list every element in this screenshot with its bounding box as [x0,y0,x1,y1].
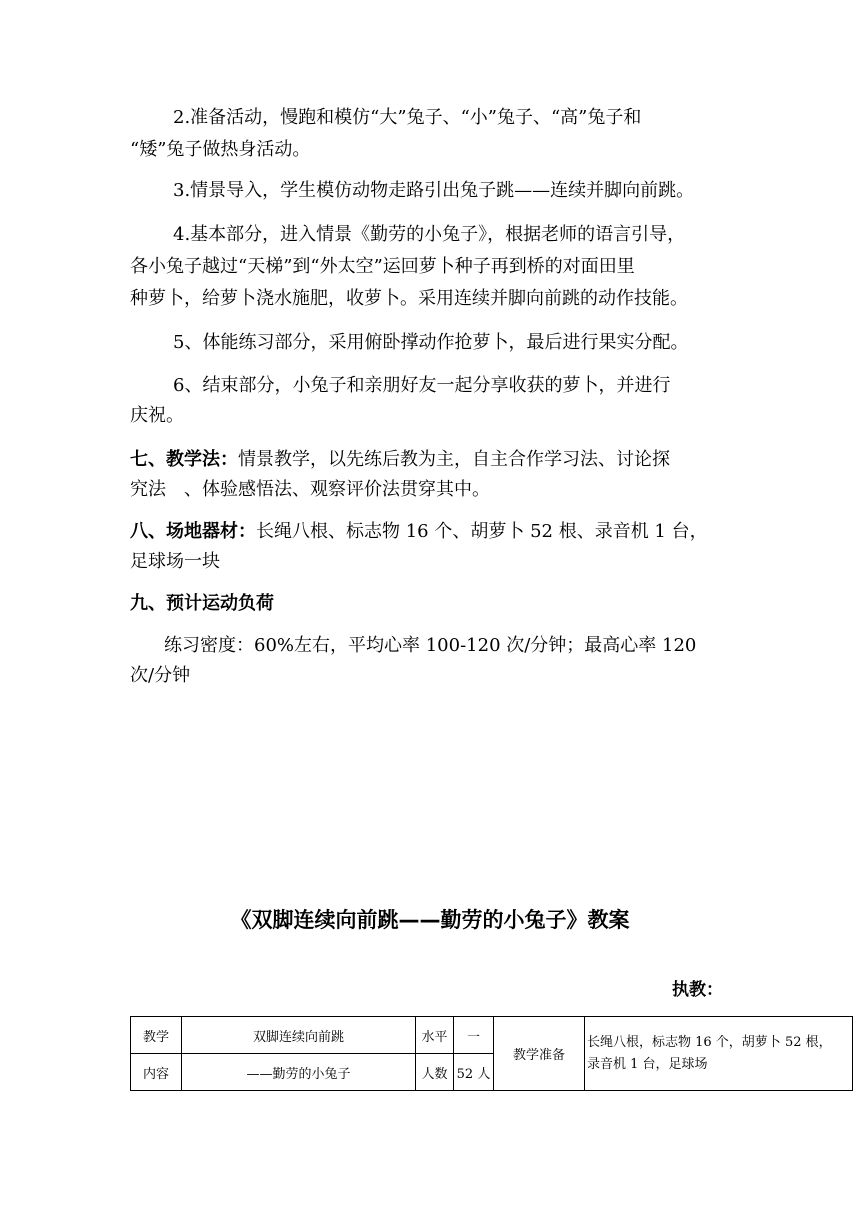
section-load-heading: 九、预计运动负荷 [130,593,274,614]
level-label: 水平 [416,1017,454,1054]
prep-label: 教学准备 [494,1017,585,1091]
section-teaching-method-text: 情景教学，以先练后教为主，自主合作学习法、讨论探 [238,449,670,470]
content-value-top: 双脚连续向前跳 [182,1017,416,1054]
paragraph-closing-line2: 庆祝。 [130,405,184,426]
table-row [131,1017,853,1054]
section-teaching-method-line1 [130,445,670,475]
section-teaching-method-heading: 七、教学法： [130,449,238,470]
lesson-plan-title: 《双脚连续向前跳——勤劳的小兔子》教案 [230,908,630,932]
section-load-line1: 练习密度：60%左右，平均心率 100-120 次/分钟；最高心率 120 [164,635,697,656]
section-equipment-line2: 足球场一块 [130,551,220,572]
content-label-top: 教学 [131,1017,182,1054]
paragraph-warmup-line2: “矮”兔子做热身活动。 [130,139,311,160]
paragraph-basic-line1: 4.基本部分，进入情景《勤劳的小兔子》，根据老师的语言引导， [173,224,686,245]
students-value: 52 人 [454,1054,494,1091]
paragraph-fitness: 5、体能练习部分，采用俯卧撑动作抢萝卜，最后进行果实分配。 [173,332,689,353]
section-equipment-heading: 八、场地器材： [130,521,256,542]
section-equipment-line1 [130,517,708,547]
paragraph-scenario: 3.情景导入，学生模仿动物走路引出兔子跳——连续并脚向前跳。 [173,180,695,201]
section-equipment-text: 长绳八根、标志物 16 个、胡萝卜 52 根、录音机 1 台， [256,521,708,542]
level-value: 一 [454,1017,494,1054]
lesson-info-table [130,1016,853,1091]
teacher-label: 执教： [672,980,723,1000]
prep-value-line2: 录音机 1 台，足球场 [587,1056,708,1072]
paragraph-basic-line2: 各小兔子越过“天梯”到“外太空”运回萝卜种子再到桥的对面田里 [130,256,635,277]
prep-value-line1: 长绳八根，标志物 16 个，胡萝卜 52 根， [587,1034,832,1050]
prep-value [585,1017,853,1091]
section-load-line2: 次/分钟 [130,665,191,686]
content-value-bottom: ——勤劳的小兔子 [182,1054,416,1091]
paragraph-closing-line1: 6、结束部分，小兔子和亲朋好友一起分享收获的萝卜，并进行 [173,375,671,396]
paragraph-warmup-line1: 2.准备活动，慢跑和模仿“大”兔子、“小”兔子、“高”兔子和 [173,107,642,128]
students-label: 人数 [416,1054,454,1091]
paragraph-basic-line3: 种萝卜，给萝卜浇水施肥，收萝卜。采用连续并脚向前跳的动作技能。 [130,288,688,309]
content-label-bottom: 内容 [131,1054,182,1091]
section-teaching-method-line2: 究法 、体验感悟法、观察评价法贯穿其中。 [130,479,490,500]
